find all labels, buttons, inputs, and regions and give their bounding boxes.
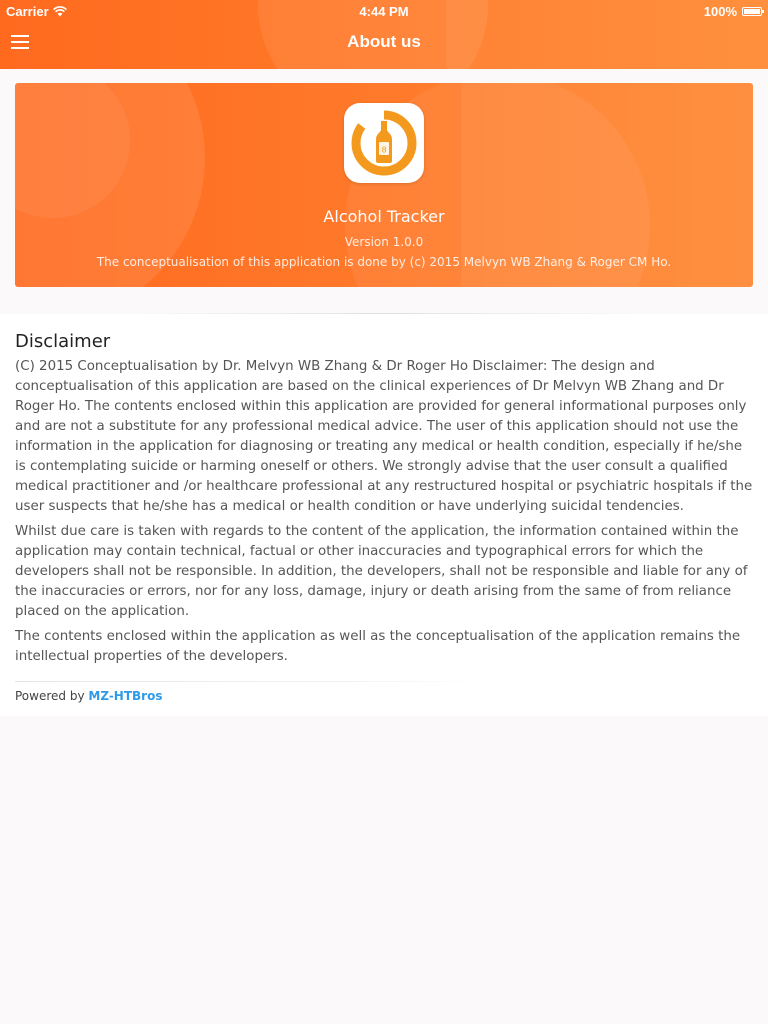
powered-by xyxy=(15,689,162,703)
disclaimer-heading: Disclaimer xyxy=(15,331,111,352)
footer-divider xyxy=(15,681,485,682)
section-divider xyxy=(124,313,644,314)
status-time: 4:44 PM xyxy=(359,4,409,19)
battery-percent: 100% xyxy=(703,4,737,19)
app-icon xyxy=(344,103,424,183)
page-title: About us xyxy=(347,32,421,51)
app-credit: The conceptualisation of this application is done by (c) 2015 Melvyn WB Zhang & Roger CM Ho. xyxy=(96,255,672,269)
disclaimer-paragraph: (C) 2015 Conceptualisation by Dr. Melvyn WB Zhang & Dr Roger Ho Disclaimer: The design and conceptualisation of this application are based on the clinical experiences of Dr Melvyn WB Zhang and Dr Roger Ho. The contents enclosed within this application are provided for general informational purposes only and are not a substitute for any professional medical advice. The user of this application should not use the information in the application for diagnosing or treating any medical or health condition, especially if he/she is contemplating suicide or harming oneself or others. We strongly advise that the user consult a qualified medical practitioner and /or healthcare professional at any restructured hospital or psychiatric hospitals if the user suspects that he/she has a medical or health condition or have underlying suicidal tendencies. xyxy=(15,359,753,514)
app-name: Alcohol Tracker xyxy=(323,207,445,226)
bottle-icon xyxy=(344,103,424,183)
battery-icon xyxy=(742,7,762,16)
battery-indicator xyxy=(704,4,762,19)
brand-link[interactable]: MZ-HTBros xyxy=(88,689,163,703)
app-info-banner xyxy=(15,83,753,287)
powered-by-label: Powered by xyxy=(15,689,85,703)
navigation-bar xyxy=(0,0,768,69)
disclaimer-paragraph: The contents enclosed within the application as well as the conceptualisation of the application remains the intellectual properties of the developers. xyxy=(15,629,741,664)
app-version: Version 1.0.0 xyxy=(344,235,424,249)
carrier-label: Carrier xyxy=(6,4,49,19)
status-bar xyxy=(0,0,768,22)
svg-text:8: 8 xyxy=(381,145,387,155)
disclaimer-paragraph: Whilst due care is taken with regards to the content of the application, the information contained within the application may contain technical, factual or other inaccuracies and typographical errors for which the developers shall not be responsible. In addition, the developers, shall not be responsible and liable for any of the inaccuracies or errors, nor for any loss, damage, injury or death arising from the same of from reliance placed on the application. xyxy=(15,524,748,619)
